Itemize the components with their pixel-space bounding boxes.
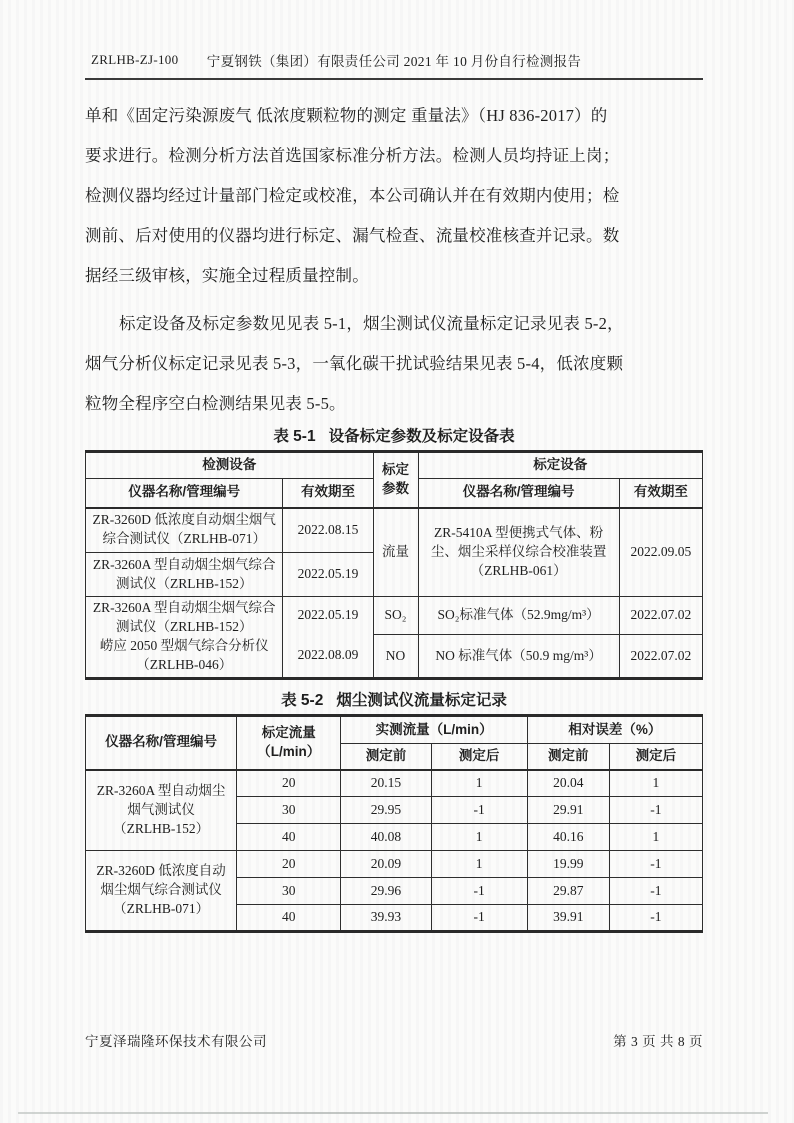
cell-parameter-no: NO [373,634,418,678]
paragraph-line: 检测仪器均经过计量部门检定或校准，本公司确认并在有效期内使用；检 [85,186,620,205]
table-5-1 [85,450,703,680]
cell-flow: 40 [237,905,341,932]
cell-error-before: 39.91 [527,905,609,932]
cell-error-after: -1 [609,905,702,932]
page-footer [85,1030,703,1050]
cell-error-before: 29.91 [527,797,609,824]
footer-page-number: 第 3 页 共 8 页 [613,1034,703,1049]
cell-flow: 20 [237,851,341,878]
table-row [86,508,703,553]
cell-measured-after: 1 [431,770,527,797]
paragraph-line: 粒物全程序空白检测结果见表 5-5。 [85,394,346,413]
cell-measured-before: 20.09 [341,851,431,878]
scan-artifact-line [18,1112,768,1114]
cell-error-before: 19.99 [527,851,609,878]
column-calibration-parameter [373,452,418,508]
cell-calibration-device: ZR-5410A 型便携式气体、粉尘、烟尘采样仪综合校准装置（ZRLHB-061） [418,508,619,597]
cell-error-before: 29.87 [527,878,609,905]
table-row [86,597,703,635]
table-5-1-caption [85,426,703,448]
cell-valid-date: 2022.08.09 [297,647,359,663]
cell-valid-dates [283,597,373,679]
cell-instrument-line: 烟尘烟气综合测试仪 [100,882,222,898]
cell-valid-date: 2022.05.19 [297,607,359,623]
cell-valid-date: 2022.05.19 [283,553,373,597]
cell-valid-date: 2022.08.15 [283,508,373,553]
page-header [85,50,703,80]
column-group-calibration-equipment: 标定设备 [418,452,702,479]
cell-measured-before: 40.08 [341,824,431,851]
cell-measured-after: 1 [431,851,527,878]
table-5-2-caption-text: 烟尘测试仪流量标定记录 [336,692,507,709]
column-instrument-name: 仪器名称/管理编号 [418,479,619,508]
cell-measured-after: -1 [431,878,527,905]
cell-measured-after: -1 [431,797,527,824]
cell-instrument [86,770,237,851]
cell-instrument-name1: ZR-3260A 型自动烟尘烟气综合测试仪（ZRLHB-152） [92,600,276,635]
paragraph-line: 要求进行。检测分析方法首选国家标准分析方法。检测人员均持证上岗； [85,146,620,165]
paragraph-table-references [85,304,703,424]
cell-instrument [86,851,237,932]
cell-error-after: 1 [609,824,702,851]
cell-measured-after: 1 [431,824,527,851]
cell-measured-before: 29.96 [341,878,431,905]
cell-error-before: 20.04 [527,770,609,797]
table-5-2 [85,714,703,933]
column-calibration-parameter-line1: 标定 [382,461,410,477]
cell-flow: 20 [237,770,341,797]
cell-measured-before: 20.15 [341,770,431,797]
cell-instrument: ZR-3260D 低浓度自动烟尘烟气综合测试仪（ZRLHB-071） [86,508,283,553]
cell-instrument-line: 烟气测试仪 [127,801,195,817]
cell-valid-date: 2022.09.05 [619,508,702,597]
cell-flow: 30 [237,878,341,905]
page-title: 宁夏钢铁（集团）有限责任公司 2021 年 10 月份自行检测报告 [206,54,582,69]
paragraph-line: 单和《固定污染源废气 低浓度颗粒物的测定 重量法》（HJ 836-2017）的 [85,106,608,125]
cell-parameter-flow: 流量 [373,508,418,597]
cell-error-after: -1 [609,851,702,878]
cell-error-before: 40.16 [527,824,609,851]
table-5-2-caption-label: 表 5-2 [281,692,324,709]
cell-parameter-so2: SO₂ [373,597,418,635]
cell-measured-before: 29.95 [341,797,431,824]
cell-measured-after: -1 [431,905,527,932]
cell-error-after: -1 [609,797,702,824]
column-group-detect-equipment: 检测设备 [86,452,374,479]
doc-code: ZRLHB-ZJ-100 [91,52,179,67]
cell-instrument-line: （ZRLHB-071） [113,900,210,916]
cell-calibration-device: NO 标准气体（50.9 mg/m³） [418,634,619,678]
cell-flow: 30 [237,797,341,824]
cell-valid-date: 2022.07.02 [619,634,702,678]
column-after-test: 测定后 [609,744,702,770]
cell-instrument-name2: 崂应 2050 型烟气综合分析仪（ZRLHB-046） [99,638,269,672]
cell-instrument-line: （ZRLHB-152） [113,820,210,836]
column-calibration-parameter-line2: 参数 [382,480,410,496]
footer-company-name: 宁夏泽瑞隆环保技术有限公司 [85,1034,267,1049]
cell-calibration-device: SO₂标准气体（52.9mg/m³） [418,597,619,635]
column-valid-until: 有效期至 [283,479,373,508]
paragraph-quality-control [85,96,703,296]
cell-instrument-line: ZR-3260D 低浓度自动 [96,863,226,879]
cell-error-after: 1 [609,770,702,797]
table-row [86,851,703,878]
cell-instrument: ZR-3260A 型自动烟尘烟气综合测试仪（ZRLHB-152） [86,553,283,597]
column-instrument-name: 仪器名称/管理编号 [86,479,283,508]
table-row [86,770,703,797]
paragraph-line: 标定设备及标定参数见见表 5-1，烟尘测试仪流量标定记录见表 5-2， [119,314,624,333]
paragraph-line: 测前、后对使用的仪器均进行标定、漏气检查、流量校准核查并记录。数 [85,226,620,245]
column-before-test: 测定前 [341,744,431,770]
paragraph-line: 据经三级审核，实施全过程质量控制。 [85,266,369,285]
cell-instrument-line: ZR-3260A 型自动烟尘 [96,782,226,798]
column-after-test: 测定后 [431,744,527,770]
column-before-test: 测定前 [527,744,609,770]
column-calibration-flow-line1: 标定流量 [261,724,316,740]
table-5-2-caption [85,690,703,712]
table-5-1-caption-label: 表 5-1 [273,428,316,445]
cell-error-after: -1 [609,878,702,905]
column-calibration-flow-line2: （L/min） [257,743,321,759]
column-valid-until: 有效期至 [619,479,702,508]
column-group-relative-error: 相对误差（%） [527,716,702,744]
column-group-measured-flow: 实测流量（L/min） [341,716,527,744]
cell-instrument [86,597,283,679]
cell-flow: 40 [237,824,341,851]
paragraph-line: 烟气分析仪标定记录见表 5-3，一氧化碳干扰试验结果见表 5-4，低浓度颗 [85,354,624,373]
column-calibration-flow [237,716,341,770]
column-instrument-name: 仪器名称/管理编号 [86,716,237,770]
cell-measured-before: 39.93 [341,905,431,932]
table-5-1-caption-text: 设备标定参数及标定设备表 [328,428,515,445]
cell-valid-date: 2022.07.02 [619,597,702,635]
